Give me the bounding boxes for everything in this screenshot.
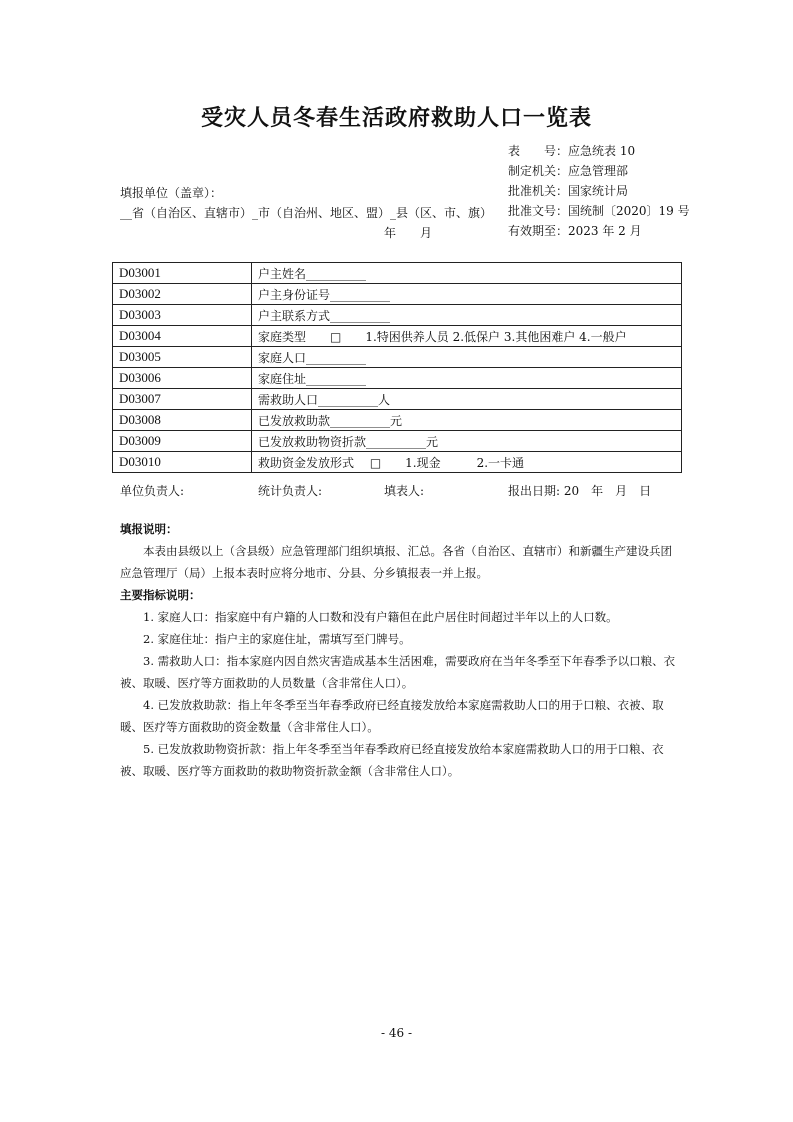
row-code: D03009 xyxy=(113,431,252,452)
table-row xyxy=(113,305,682,326)
region-line: __省（自治区、直辖市）_市（自治州、地区、盟）_县（区、市、旗） xyxy=(120,206,493,220)
form-meta xyxy=(508,141,690,241)
row-field[interactable]: 户主姓名__________ xyxy=(252,263,682,284)
row-field[interactable]: 户主身份证号__________ xyxy=(252,284,682,305)
row-field[interactable]: 家庭类型 □ 1.特困供养人员 2.低保户 3.其他困难户 4.一般户 xyxy=(252,326,682,347)
indicator-item: 1. 家庭人口：指家庭中有户籍的人口数和没有户籍但在此户居住时间超过半年以上的人口数。 xyxy=(143,610,618,624)
row-code: D03008 xyxy=(113,410,252,431)
indicator-item: 5. 已发放救助物资折款：指上年冬季至当年春季政府已经直接发放给本家庭需救助人口的用于口粮、衣被、取暖、医疗等方面救助的救助物资折款金额（含非常住人口）。 xyxy=(120,742,664,778)
row-code: D03005 xyxy=(113,347,252,368)
meta-valid-until: 有效期至：2023 年 2 月 xyxy=(508,224,642,238)
date-line: 年 月 xyxy=(384,226,433,240)
indicator-item: 3. 需救助人口：指本家庭内因自然灾害造成基本生活困难，需要政府在当年冬季至下年春季予以口粮、衣被、取暖、医疗等方面救助的人员数量（含非常住人口）。 xyxy=(120,654,676,690)
table-row xyxy=(113,389,682,410)
row-code: D03007 xyxy=(113,389,252,410)
table-row xyxy=(113,410,682,431)
table-row xyxy=(113,263,682,284)
table-row xyxy=(113,368,682,389)
meta-issuing-authority: 制定机关：应急管理部 xyxy=(508,164,629,178)
notes-section xyxy=(120,518,680,782)
household-form-table xyxy=(112,262,682,473)
row-field[interactable]: 救助资金发放形式 □ 1.现金 2.一卡通 xyxy=(252,452,682,473)
table-row xyxy=(113,326,682,347)
row-code: D03004 xyxy=(113,326,252,347)
filler-label: 填表人: xyxy=(384,484,425,498)
row-code: D03001 xyxy=(113,263,252,284)
row-field[interactable]: 已发放救助物资折款__________元 xyxy=(252,431,682,452)
fill-instructions-text: 本表由县级以上（含县级）应急管理部门组织填报、汇总。各省（自治区、直辖市）和新疆生产建设兵团应急管理厅（局）上报本表时应将分地市、分县、分乡镇报表一并上报。 xyxy=(120,544,672,580)
table-row xyxy=(113,347,682,368)
meta-approval-number: 批准文号：国统制〔2020〕19 号 xyxy=(508,204,690,218)
meta-form-number: 表 号：应急统表 10 xyxy=(508,144,636,158)
report-date-label: 报出日期: 20 年 月 日 xyxy=(508,484,652,498)
row-field[interactable]: 家庭人口__________ xyxy=(252,347,682,368)
table-row xyxy=(113,452,682,473)
row-field[interactable]: 需救助人口__________人 xyxy=(252,389,682,410)
stats-head-label: 统计负责人: xyxy=(258,484,323,498)
page-number: - 46 - xyxy=(380,1026,412,1040)
indicator-item: 2. 家庭住址：指户主的家庭住址，需填写至门牌号。 xyxy=(143,632,411,646)
row-field[interactable]: 已发放救助款__________元 xyxy=(252,410,682,431)
row-field[interactable]: 户主联系方式__________ xyxy=(252,305,682,326)
page-title: 受灾人员冬春生活政府救助人口一览表 xyxy=(200,105,592,131)
unit-head-label: 单位负责人: xyxy=(120,484,185,498)
meta-approving-authority: 批准机关：国家统计局 xyxy=(508,184,629,198)
reporting-unit-label: 填报单位（盖章）： xyxy=(120,186,223,200)
row-code: D03003 xyxy=(113,305,252,326)
fill-instructions-heading: 填报说明： xyxy=(120,522,178,536)
row-code: D03002 xyxy=(113,284,252,305)
table-row xyxy=(113,284,682,305)
row-field[interactable]: 家庭住址__________ xyxy=(252,368,682,389)
table-row xyxy=(113,431,682,452)
indicator-item: 4. 已发放救助款：指上年冬季至当年春季政府已经直接发放给本家庭需救助人口的用于口粮、衣被、取暖、医疗等方面救助的资金数量（含非常住人口）。 xyxy=(120,698,664,734)
row-code: D03010 xyxy=(113,452,252,473)
row-code: D03006 xyxy=(113,368,252,389)
indicator-heading: 主要指标说明： xyxy=(120,588,201,602)
